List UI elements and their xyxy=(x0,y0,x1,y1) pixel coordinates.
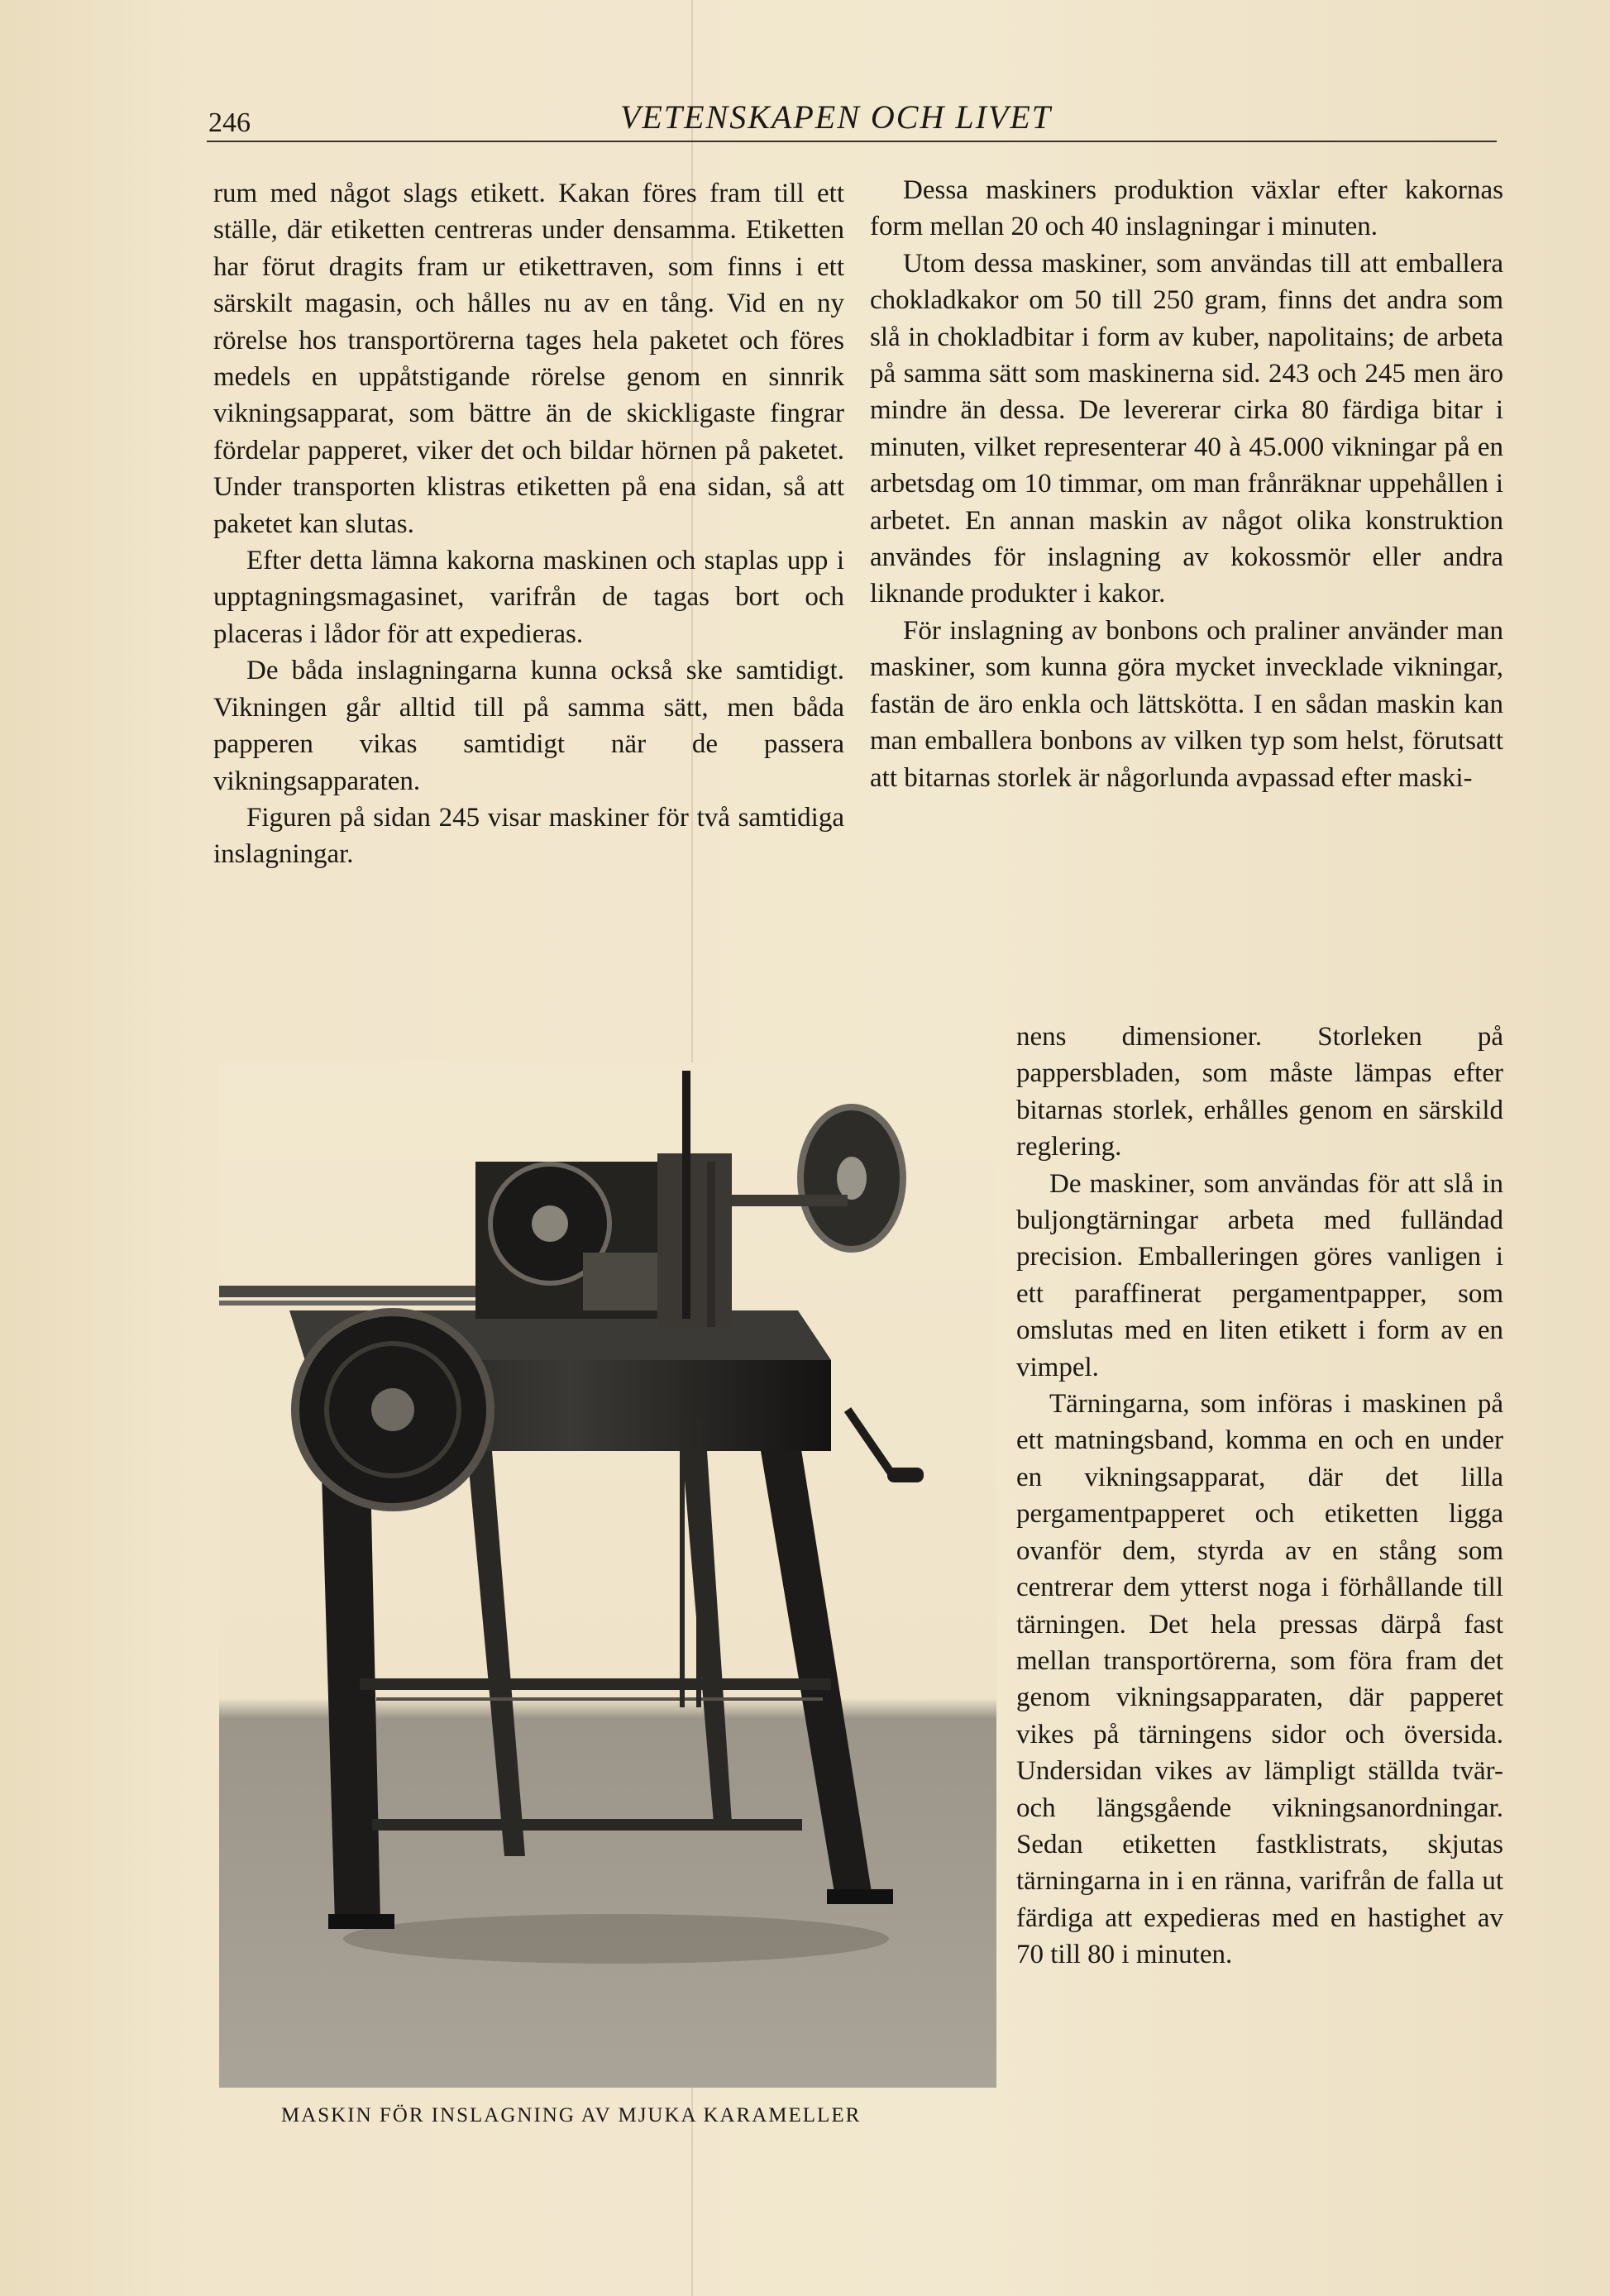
machine-photo xyxy=(219,1062,996,2088)
paragraph: Dessa maskiners produktion växlar efter kakornas form mellan 20 och 40 inslagningar i minuten. xyxy=(870,175,1503,242)
paragraph: Figuren på sidan 245 visar maskiner för två samtidiga inslagningar. xyxy=(213,802,844,870)
guide-block xyxy=(657,1153,732,1327)
left-column xyxy=(213,175,844,873)
machine-foot xyxy=(328,1914,394,1929)
figure-caption: MASKIN FÖR INSLAGNING AV MJUKA KARAMELLER xyxy=(281,2104,862,2127)
wrapping-machine-illustration xyxy=(219,1062,996,2088)
mechanism-block xyxy=(583,1253,657,1310)
floor-shadow xyxy=(343,1914,889,1964)
reel-arm xyxy=(732,1195,848,1206)
page-header xyxy=(207,93,1497,142)
page-number: 246 xyxy=(208,107,251,138)
header-rule xyxy=(207,141,1497,142)
paragraph: För inslagning av bonbons och praliner använder man maskiner, som kunna göra mycket invecklade vikningar, fastän de äro enkla och lättskötta. I en sådan maskin kan man emballera bonbons av vilken typ som helst, förutsatt att bitarnas storlek är någorlunda avpassad efter maski- xyxy=(870,615,1503,793)
flywheel-hub xyxy=(371,1388,414,1431)
feed-rail xyxy=(219,1301,492,1306)
vertical-rod xyxy=(682,1071,690,1319)
crossbar xyxy=(360,1678,831,1690)
vertical-rod xyxy=(707,1162,715,1327)
paragraph: Efter detta lämna kakorna maskinen och staplas upp i upptagningsmagasinet, varifrån de tagas bort och placeras i lådor för att expedieras. xyxy=(213,546,844,649)
crossbar xyxy=(372,1819,802,1831)
paragraph: rum med något slags etikett. Kakan föres fram till ett ställe, där etiketten centreras under densamma. Etiketten har förut dragits fram ur etikettraven, som finns i ett särskilt magasin, och hålles nu av en tång. Vid en ny rörelse hos transportörerna tages hela paketet och föres medels en uppåtstigande rörelse genom en sinnrik vikningsapparat, som bättre än de skickligaste fingrar fördelar papperet, viker det och bildar hörnen på paketet. Under transporten klistras etiketten på ena sidan, så att paketet kan slutas. xyxy=(213,179,844,539)
crank-handle xyxy=(887,1468,924,1482)
right-column-narrow xyxy=(1016,1019,1503,1974)
feed-rail xyxy=(219,1286,492,1297)
right-column-top xyxy=(870,172,1503,796)
machine-foot xyxy=(827,1889,893,1904)
running-title: VETENSKAPEN OCH LIVET xyxy=(620,98,1053,136)
reel-hub xyxy=(837,1157,867,1200)
paragraph: Tärningarna, som införas i maskinen på ett matningsband, komma en och en under en vikningsapparat, där det lilla pergamentpapperet och etiketten ligga ovanför dem, styrda av en stång som centrerar dem ytterst noga i förhållande till tärningen. Det hela pressas därpå fast mellan transportörerna, som föra fram det genom vikningsapparaten, där papperet vikes på tärningens sidor och översida. Undersidan vikes av lämpligt ställda tvär- och längsgående vikningsanordningar. Sedan etiketten fastklistrats, skjutas tärningarna in i en ränna, varifrån de falla ut färdiga att expedieras med en hastighet av 70 till 80 i minuten. xyxy=(1016,1389,1503,1970)
gear-hub xyxy=(532,1205,568,1242)
paragraph: nens dimensioner. Storleken på pappersbladen, som måste lämpas efter bitarnas storlek, erhålles genom en särskild reglering. xyxy=(1016,1022,1503,1162)
paragraph: Utom dessa maskiner, som användas till att emballera chokladkakor om 50 till 250 gram, finns det andra som slå in chokladbitar i form av kuber, napolitains; de arbeta på samma sätt som maskinerna sid. 243 och 245 men äro mindre än dessa. De levererar cirka 80 färdiga bitar i minuten, vilket representerar 40 à 45.000 vikningar på en arbetsdag om 10 timmar, om man frånräknar uppehållen i arbetet. En annan maskin av något olika konstruktion användes för inslagning av kokossmör eller andra liknande produkter i kakor. xyxy=(870,248,1503,609)
paragraph: De båda inslagningarna kunna också ske samtidigt. Vikningen går alltid till på samma sätt, men båda papperen vikas samtidigt när de passera vikningsapparaten. xyxy=(213,656,844,796)
paragraph: De maskiner, som användas för att slå in buljongtärningar arbeta med fulländad precision. Emballeringen göres vanligen i ett paraffinerat pergamentpapper, som omslutas med en liten etikett i form av en vimpel. xyxy=(1016,1168,1503,1382)
